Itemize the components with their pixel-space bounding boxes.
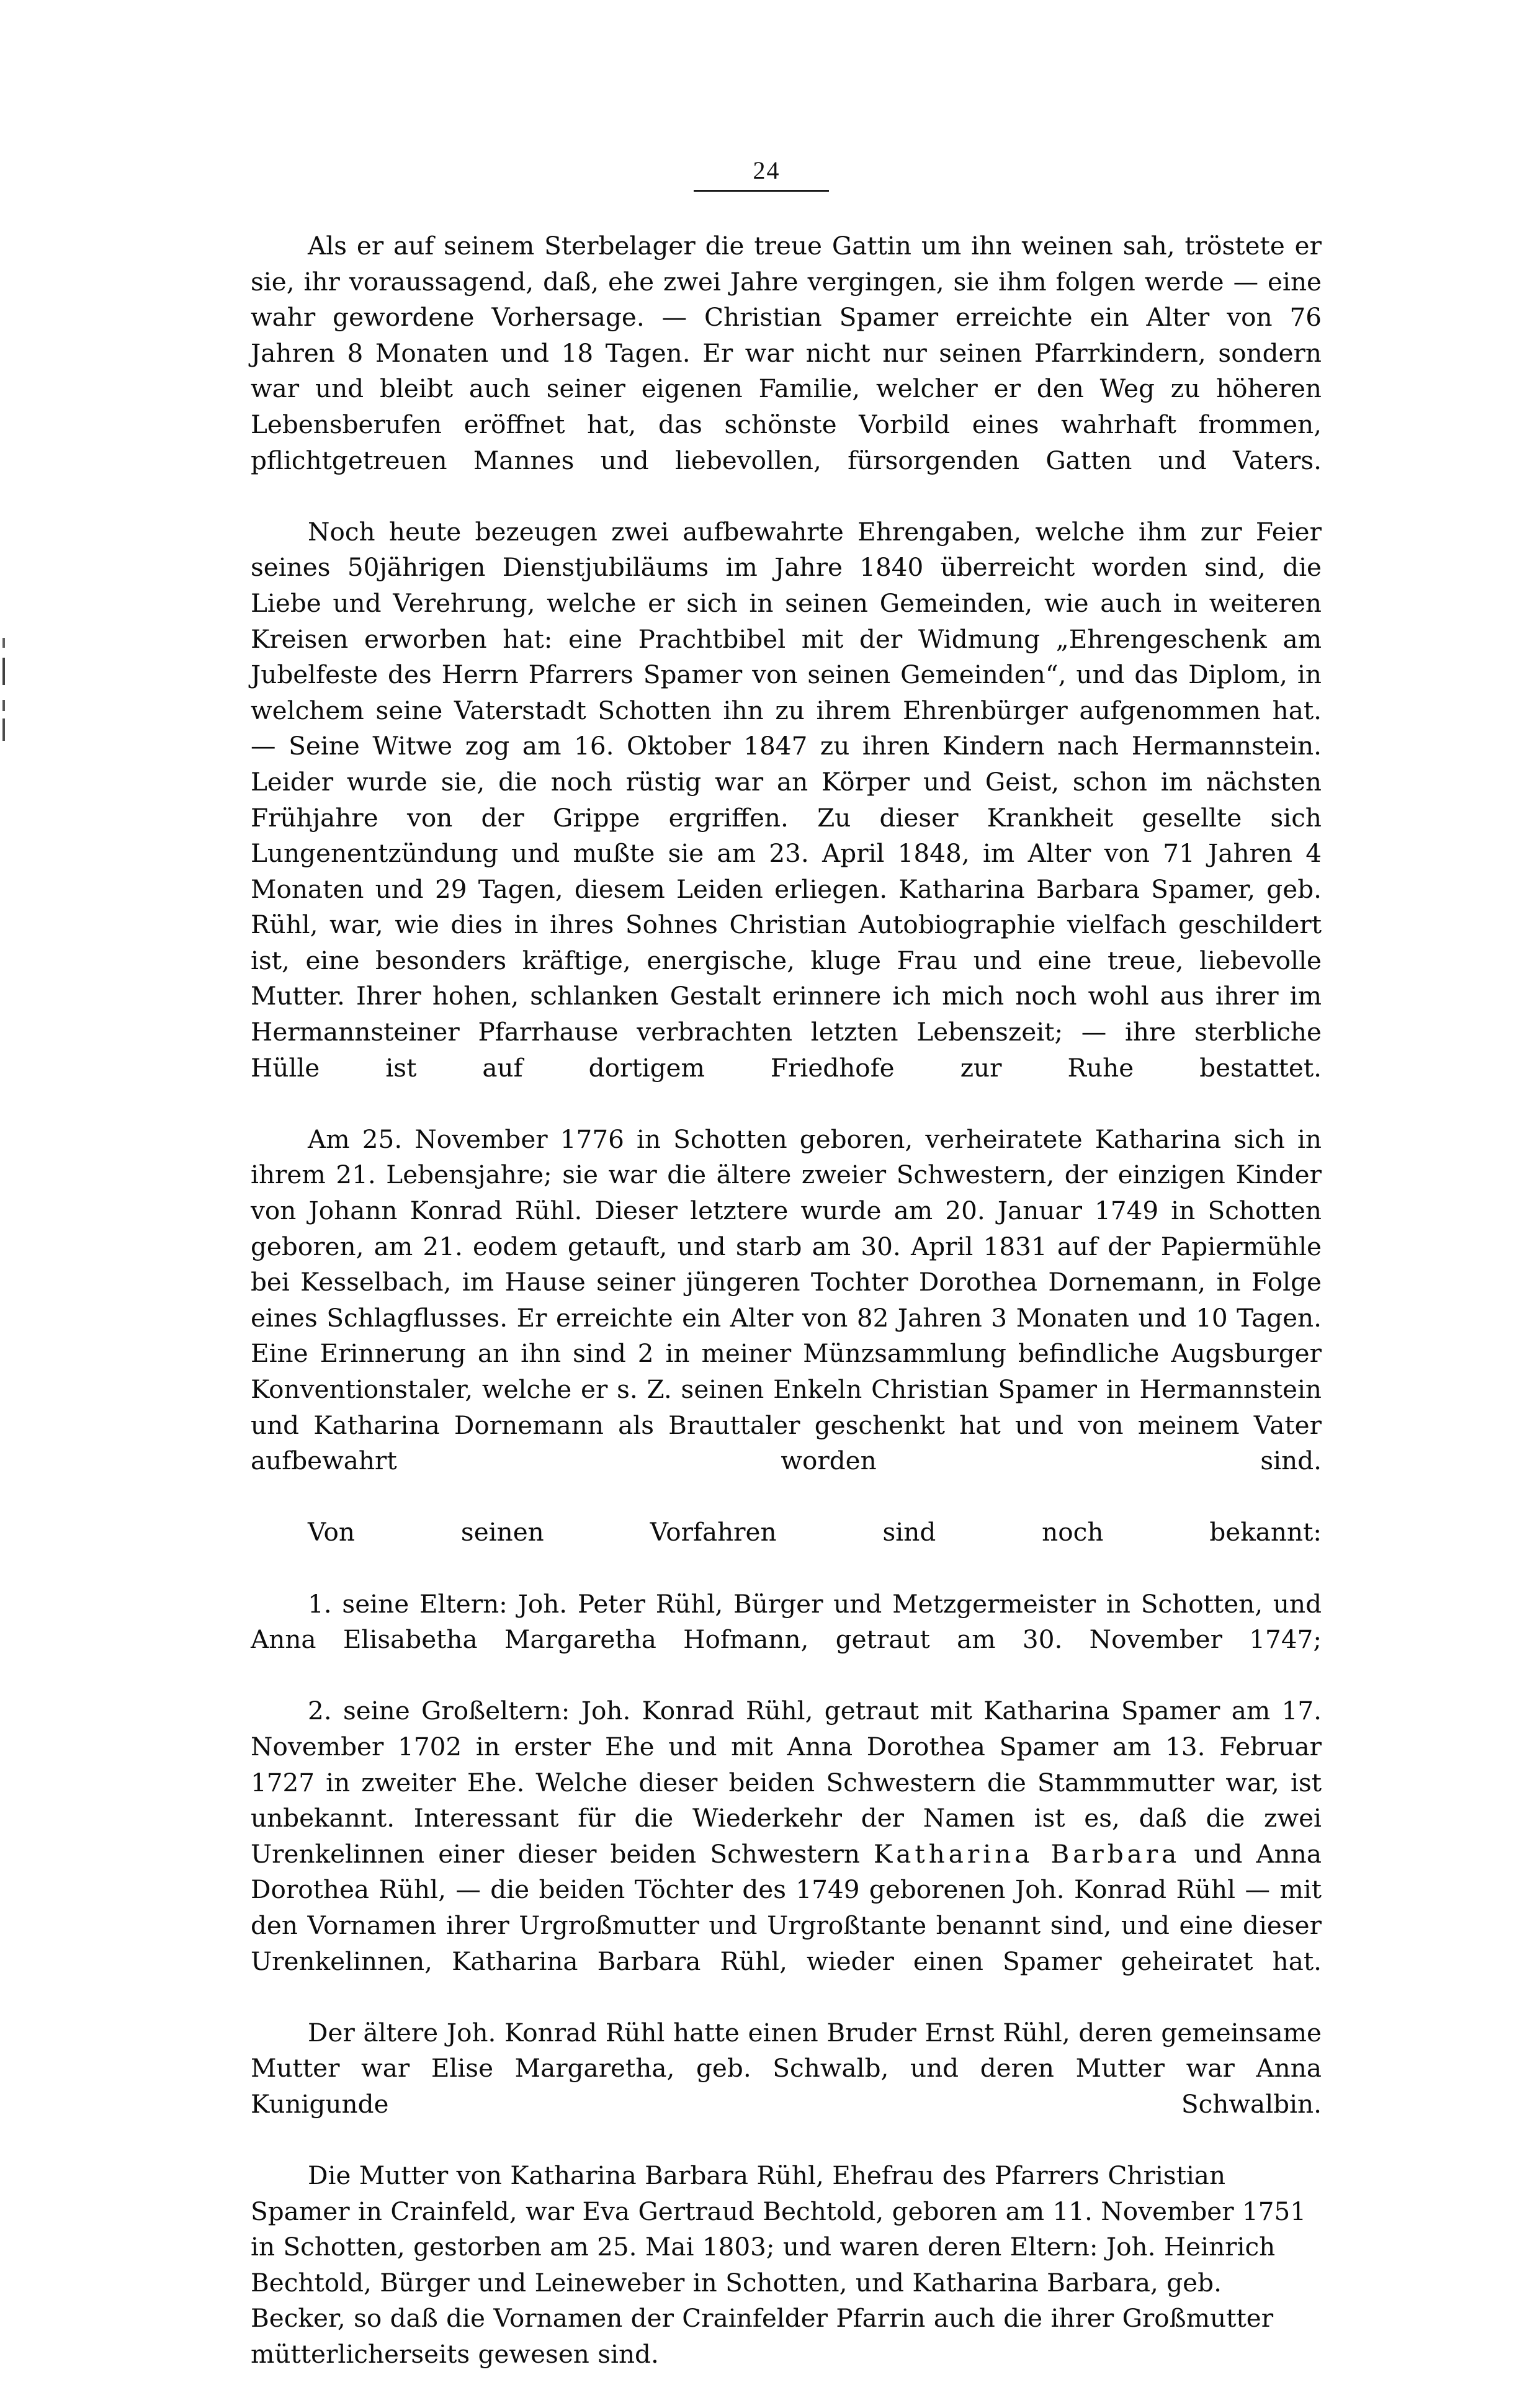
- scan-edge-artifact: [2, 718, 5, 741]
- grosseltern-text-part-1: 2. seine Großeltern: Joh. Konrad Rühl, getraut mit Katharina Spamer am 17. November 1702 in erster Ehe und mit Anna Dorothea Spamer am 13. Februar 1727 in zweiter Ehe. Welche dieser beiden Schwestern die Stammmutter war, ist unbekannt. Interessant für die Wiederkehr der Namen ist es, daß die zwei Urenkelinnen einer dieser beiden Schwestern: [251, 1696, 1322, 1869]
- page-number: 24: [753, 156, 781, 184]
- scan-edge-artifact: [2, 700, 5, 711]
- paragraph-der-aeltere: Der ältere Joh. Konrad Rühl hatte einen Bruder Ernst Rühl, deren gemeinsame Mutter war Elise Margaretha, geb. Schwalb, und deren Mutter war Anna Kunigunde Schwalbin.: [251, 2017, 1322, 2119]
- grosseltern-text-part-2: und Anna Dorothea Rühl, — die beiden Töchter des 1749 geborenen Joh. Konrad Rühl — mit den Vornamen ihrer Urgroßmutter und Urgroßtante benannt sind, und eine dieser Urenkelinnen, Katharina Barbara Rühl, wieder einen Spamer geheiratet hat.: [251, 1838, 1322, 1976]
- paragraph-sterbelager: Als er auf seinem Sterbelager die treue Gattin um ihn weinen sah, tröstete er sie, ihr voraussagend, daß, ehe zwei Jahre vergingen, sie ihm folgen werde — eine wahr gewordene Vorhersage. — Christian Spamer erreichte ein Alter von 76 Jahren 8 Monaten und 18 Tagen. Er war nicht nur seinen Pfarrkindern, sondern war und bleibt auch seiner eigenen Familie, welcher er den Weg zu höheren Lebensberufen eröffnet hat, das schönste Vorbild eines wahrhaft frommen, pflichtgetreuen Mannes und liebevollen, fürsorgenden Gatten und Vaters.: [251, 231, 1322, 475]
- paragraph-ehrengaben: Noch heute bezeugen zwei aufbewahrte Ehrengaben, welche ihm zur Feier seines 50jährigen Dienstjubiläums im Jahre 1840 überreicht worden sind, die Liebe und Verehrung, welche er sich in seinen Gemeinden, wie auch in weiteren Kreisen erworben hat: eine Prachtbibel mit der Widmung „Ehrengeschenk am Jubelfeste des Herrn Pfarrers Spamer von seinen Gemeinden“, und das Diplom, in welchem seine Vaterstadt Schotten ihn zu ihrem Ehrenbürger aufgenommen hat. — Seine Witwe zog am 16. Oktober 1847 zu ihren Kindern nach Hermannstein. Leider wurde sie, die noch rüstig war an Körper und Geist, schon im nächsten Frühjahre von der Grippe ergriffen. Zu dieser Krankheit gesellte sich Lungenentzündung und mußte sie am 23. April 1848, im Alter von 71 Jahren 4 Monaten und 29 Tagen, diesem Leiden erliegen. Katharina Barbara Spamer, geb. Rühl, war, wie dies in ihres Sohnes Christian Autobiographie vielfach geschildert ist, eine besonders kräftige, energische, kluge Frau und eine treue, liebevolle Mutter. Ihrer hohen, schlanken Gestalt erinnere ich mich noch wohl aus ihrer im Hermannsteiner Pfarrhause verbrachten letzten Lebenszeit; — ihre sterbliche Hülle ist auf dortigem Friedhofe zur Ruhe bestattet.: [251, 516, 1322, 1083]
- paragraph-katharina-geboren: Am 25. November 1776 in Schotten geboren, verheiratete Katharina sich in ihrem 21. Lebensjahre; sie war die ältere zweier Schwestern, der einzigen Kinder von Johann Konrad Rühl. Dieser letztere wurde am 20. Januar 1749 in Schotten geboren, am 21. eodem getauft, und starb am 30. April 1831 auf der Papiermühle bei Kesselbach, im Hause seiner jüngeren Tochter Dorothea Dornemann, in Folge eines Schlagflusses. Er erreichte ein Alter von 82 Jahren 3 Monaten und 10 Tagen. Eine Erinnerung an ihn sind 2 in meiner Münzsammlung befindliche Augsburger Konventionstaler, welche er s. Z. seinen Enkeln Christian Spamer in Hermannstein und Katharina Dornemann als Brauttaler geschenkt hat und von meinem Vater aufbewahrt worden sind.: [251, 1124, 1322, 1476]
- paragraph-vorfahren-intro: Von seinen Vorfahren sind noch bekannt:: [308, 1517, 1322, 1547]
- page-folio-block: [0, 158, 1522, 192]
- scan-edge-artifact: [2, 658, 5, 685]
- folio-divider-rule: [694, 190, 829, 192]
- paragraph-eltern-item: 1. seine Eltern: Joh. Peter Rühl, Bürger und Metzgermeister in Schotten, und Anna Elisabetha Margaretha Hofmann, getraut am 30. November 1747;: [251, 1588, 1322, 1655]
- emphasis-katharina-barbara: Katharina Barbara: [874, 1838, 1181, 1869]
- scan-edge-artifact: [2, 638, 5, 648]
- body-text-block: [251, 228, 1322, 2408]
- paragraph-grosseltern-item: [251, 1693, 1322, 2015]
- paragraph-die-mutter: Die Mutter von Katharina Barbara Rühl, Ehefrau des Pfarrers Christian Spamer in Crainfeld, war Eva Gertraud Bechtold, geboren am 11. November 1751 in Schotten, gestorben am 25. Mai 1803; und waren deren Eltern: Joh. Heinrich Bechtold, Bürger und Leineweber in Schotten, und Katharina Barbara, geb. Becker, so daß die Vornamen der Crainfelder Pfarrin auch die ihrer Großmutter mütterlicherseits gewesen sind.: [251, 2160, 1307, 2370]
